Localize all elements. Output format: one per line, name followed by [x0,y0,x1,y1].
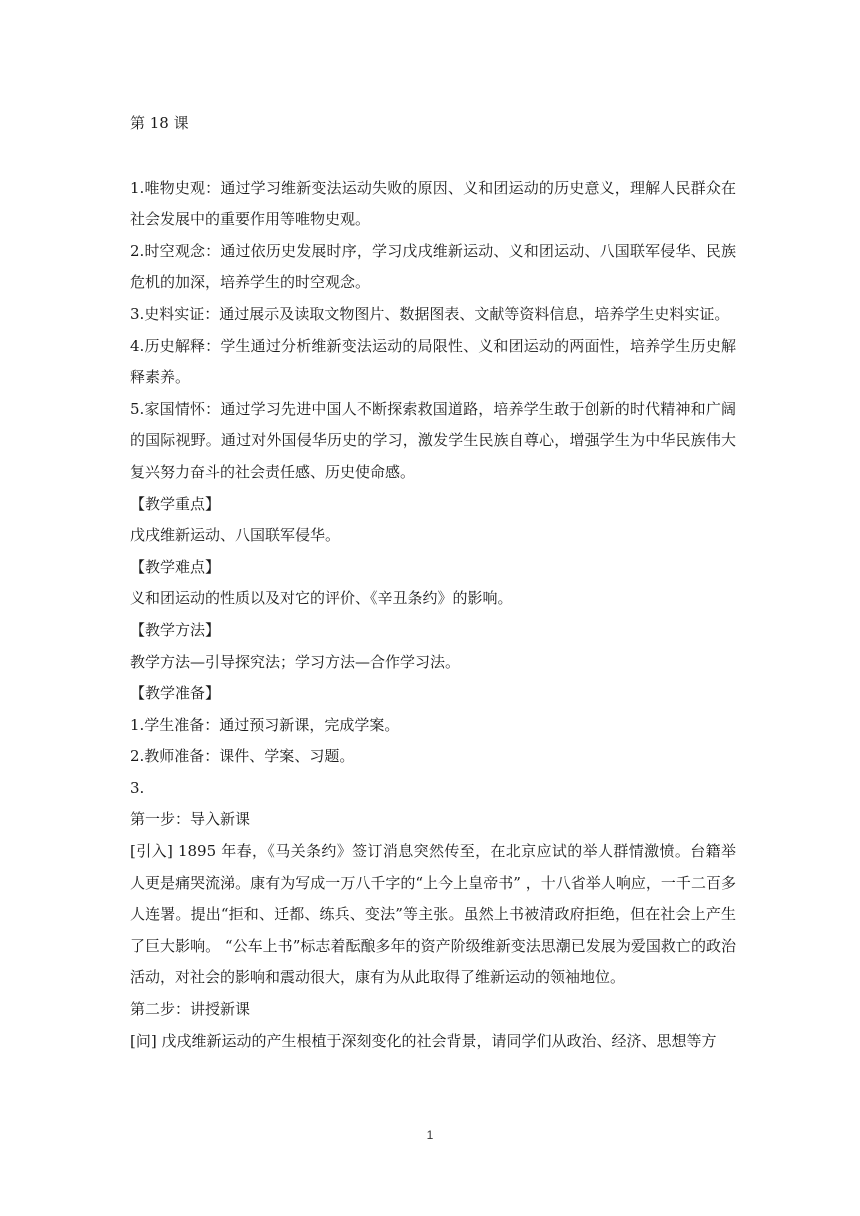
objective-5: 5.家国情怀：通过学习先进中国人不断探索救国道路，培养学生敢于创新的时代精神和广阔的国际视野。通过对外国侵华历史的学习，激发学生民族自尊心，增强学生为中华民族伟大复兴努力奋斗的社会责任感、历史使命感。 [130,399,736,481]
difficulties-heading: 【教学难点】 [130,557,221,576]
key-points-text: 戊戌维新运动、八国联军侵华。 [130,526,341,545]
step2-heading: 第二步：讲授新课 [130,1000,251,1019]
objective-1: 1.唯物史观：通过学习维新变法运动失败的原因、义和团运动的历史意义，理解人民群众在社会发展中的重要作用等唯物史观。 [130,178,736,229]
document-body [130,108,736,1057]
page-number: 1 [426,1128,434,1142]
key-points-heading: 【教学重点】 [130,494,221,513]
step1-heading: 第一步：导入新课 [130,810,251,829]
lesson-title: 第 18 课 [130,114,189,132]
preparation-item-2: 2.教师准备：课件、学案、习题。 [130,747,355,766]
step2-paragraph: [问] 戊戌维新运动的产生根植于深刻变化的社会背景，请同学们从政治、经济、思想等方 [130,1031,717,1050]
preparation-heading: 【教学准备】 [130,684,221,703]
objective-2: 2.时空观念：通过依历史发展时序，学习戊戌维新运动、义和团运动、八国联军侵华、民族危机的加深，培养学生的时空观念。 [130,241,736,292]
objective-4: 4.历史解释：学生通过分析维新变法运动的局限性、义和团运动的两面性，培养学生历史解释素养。 [130,336,736,387]
step1-paragraph: [引入] 1895 年春，《马关条约》签订消息突然传至，在北京应试的举人群情激愤。台籍举人更是痛哭流涕。康有为写成一万八千字的“上今上皇帝书” ，十八省举人响应，一千二百多人连署。提出“拒和、迁都、练兵、变法”等主张。虽然上书被清政府拒绝，但在社会上产生了巨大影响。 “公车上书”标志着酝酿多年的资产阶级维新变法思潮已发展为爱国救亡的政治活动，对社会的影响和震动很大，康有为从此取得了维新运动的领袖地位。 [130,842,736,987]
objective-3: 3.史料实证：通过展示及读取文物图片、数据图表、文献等资料信息，培养学生史料实证。 [130,304,730,323]
preparation-item-1: 1.学生准备：通过预习新课，完成学案。 [130,715,400,734]
methods-text: 教学方法—引导探究法；学习方法—合作学习法。 [130,652,461,671]
methods-heading: 【教学方法】 [130,620,221,639]
spacer [130,140,736,173]
preparation-item-3: 3. [130,778,145,797]
difficulties-text: 义和团运动的性质以及对它的评价、《辛丑条约》的影响。 [130,589,513,608]
